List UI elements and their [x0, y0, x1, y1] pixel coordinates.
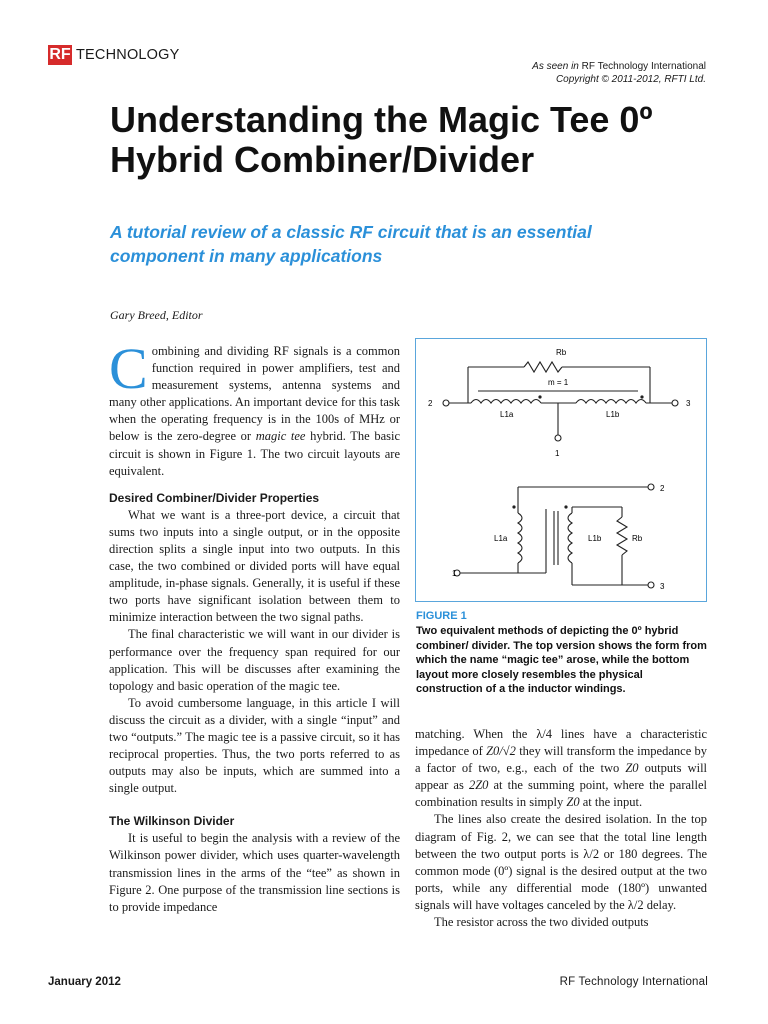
- article-title: Understanding the Magic Tee 0º Hybrid Combiner/Divider: [110, 99, 653, 180]
- section-heading-properties: Desired Combiner/Divider Properties: [109, 490, 320, 505]
- footer-date: January 2012: [48, 976, 121, 988]
- paragraph: What we want is a three-port device, a circuit that sums two inputs into a single output, or in the opposite direction splits a single input into two outputs. In this case, the two combined or divided ports will have equal amplitude, in-phase signals. Generally, it is useful if these two ports have significant isolation between them to minimize interaction between the two signal paths.: [109, 507, 400, 625]
- label-port3-bottom: 3: [660, 582, 665, 591]
- label-l1b-top: L1b: [606, 410, 620, 419]
- paragraph: It is useful to begin the analysis with a review of the Wilkinson power divider, which uses quarter-wavelength transmission lines in the arms of the “tee” as shown in Figure 2. One purpose of the transmission line sections is to provide impedance: [109, 831, 400, 914]
- label-port2-top: 2: [428, 399, 433, 408]
- column-right: [415, 726, 707, 931]
- paragraph: To avoid cumbersome language, in this article I will discuss the circuit as a divider, with a single “input” and two “outputs.” The magic tee is a passive circuit, so it has reciprocal properties. Thus, the two ports referred to as outputs may also be inputs, which are summed into a single output.: [109, 695, 400, 796]
- math-z0: Z0: [625, 761, 639, 776]
- paragraph: The final characteristic we will want in our divider is performance over the frequency span required for our application. This will be discusses after examining the topology and basic operation of the magic tee.: [109, 627, 400, 693]
- rf-logo-mark: RF: [49, 46, 71, 63]
- math-z0: Z0: [566, 795, 580, 810]
- column-left: [109, 336, 401, 916]
- intro-paragraph: Combining and dividing RF signals is a common function required in power amplifiers, test and measurement systems, antenna systems and many other applications. An important device for this task when the operating frequency is in the 100s of MHz or below is the zero-degree or magic tee hybrid. The basic circuit is shown in Figure 1. The two circuit layouts are equivalent.: [109, 336, 401, 478]
- label-port3-top: 3: [686, 399, 691, 408]
- paragraph: matching. When the λ/4 lines have a characteristic impedance of Z0/√2 they will transform the impedance by a factor of two, e.g., each of the two Z0 outputs will appear as 2Z0 at the summing point, where the parallel combination results in simply Z0 at the input.: [415, 727, 708, 810]
- logo-text: TECHNOLOGY: [76, 47, 180, 63]
- label-m: m = 1: [548, 378, 569, 387]
- label-l1b-bottom: L1b: [588, 534, 602, 543]
- seen-publication: RF Technology International: [581, 61, 706, 72]
- label-rb-top: Rb: [556, 348, 567, 357]
- article-subtitle: A tutorial review of a classic RF circuit that is an essential component in many applications: [110, 222, 592, 266]
- publication-notice: [532, 60, 706, 86]
- label-l1a-top: L1a: [500, 410, 514, 419]
- math-z0-sqrt2: Z0/√2: [486, 744, 516, 759]
- drop-cap: C: [109, 336, 148, 401]
- circuit-schematic: [416, 339, 706, 601]
- label-port1-bottom: 1: [452, 569, 457, 578]
- seen-prefix: As seen in: [532, 61, 579, 72]
- figure-1-diagram: [415, 338, 707, 602]
- label-port1-top: 1: [555, 449, 560, 458]
- label-l1a-bottom: L1a: [494, 534, 508, 543]
- label-port2-bottom: 2: [660, 484, 665, 493]
- footer-publication: RF Technology International: [559, 976, 708, 988]
- label-rb-bottom: Rb: [632, 534, 643, 543]
- paragraph: The resistor across the two divided outputs: [434, 915, 649, 930]
- section-heading-wilkinson: The Wilkinson Divider: [109, 814, 235, 829]
- figure-caption: Two equivalent methods of depicting the 0º hybrid combiner/ divider. The top version shows the form from which the name “magic tee” arose, while the bottom layout more closely resembles the physical construction of a the inductor windings.: [416, 625, 707, 695]
- byline: Gary Breed, Editor: [110, 308, 203, 322]
- copyright: Copyright © 2011-2012, RFTI Ltd.: [555, 74, 706, 85]
- paragraph: The lines also create the desired isolation. In the top diagram of Fig. 2, we can see that the total line length between the two output ports is λ/2 or 180 degrees. The common mode (0º) signal is the desired output at the two ports, while any differential mode (180º) unwanted signals will have voltages canceled by the λ/2 delay.: [415, 812, 707, 912]
- figure-label: FIGURE 1: [416, 610, 467, 622]
- math-2z0: 2Z0: [468, 778, 489, 793]
